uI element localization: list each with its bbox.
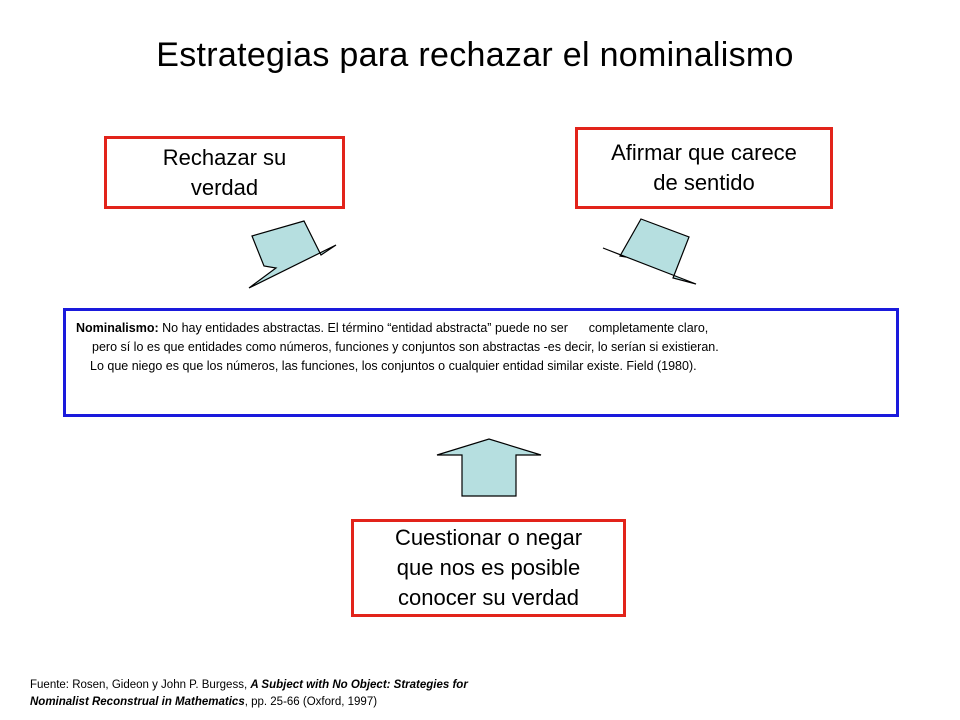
strategy-box-line: conocer su verdad [398, 585, 579, 610]
source-citation [30, 677, 468, 711]
arrow-left-diagonal [249, 221, 336, 288]
arrow-up [437, 439, 541, 496]
strategy-box-line: que nos es posible [396, 555, 581, 580]
strategy-box-line: de sentido [653, 170, 755, 195]
definition-label: Nominalismo: [76, 321, 159, 335]
strategy-box-line: Rechazar su [162, 144, 287, 170]
definition-text: No hay entidades abstractas. El término “entidad abstracta” puede no ser completamente claro, [158, 321, 709, 335]
strategy-box-line: Afirmar que carece [611, 140, 797, 165]
citation-line-1 [30, 677, 468, 694]
arrow-right-diagonal [603, 219, 696, 284]
definition-line-3: Lo que niego es que los números, las funciones, los conjuntos o cualquier entidad similar existe. Field (1980). [90, 359, 697, 373]
citation-book-title-2: Nominalist Reconstrual in Mathematics [30, 696, 245, 708]
strategy-box-line: verdad [190, 174, 259, 200]
strategy-box-line: Cuestionar o negar [394, 525, 583, 550]
citation-suffix: , pp. 25-66 (Oxford, 1997) [244, 696, 378, 708]
citation-line-2 [30, 694, 468, 711]
citation-book-title-1: A Subject with No Object: Strategies for [250, 679, 468, 691]
citation-prefix: Fuente: Rosen, Gideon y John P. Burgess, [30, 679, 251, 691]
page-title: Estrategias para rechazar el nominalismo [156, 36, 794, 74]
definition-line-2: pero sí lo es que entidades como números, funciones y conjuntos son abstractas -es decir, lo serían si existieran. [92, 340, 719, 354]
